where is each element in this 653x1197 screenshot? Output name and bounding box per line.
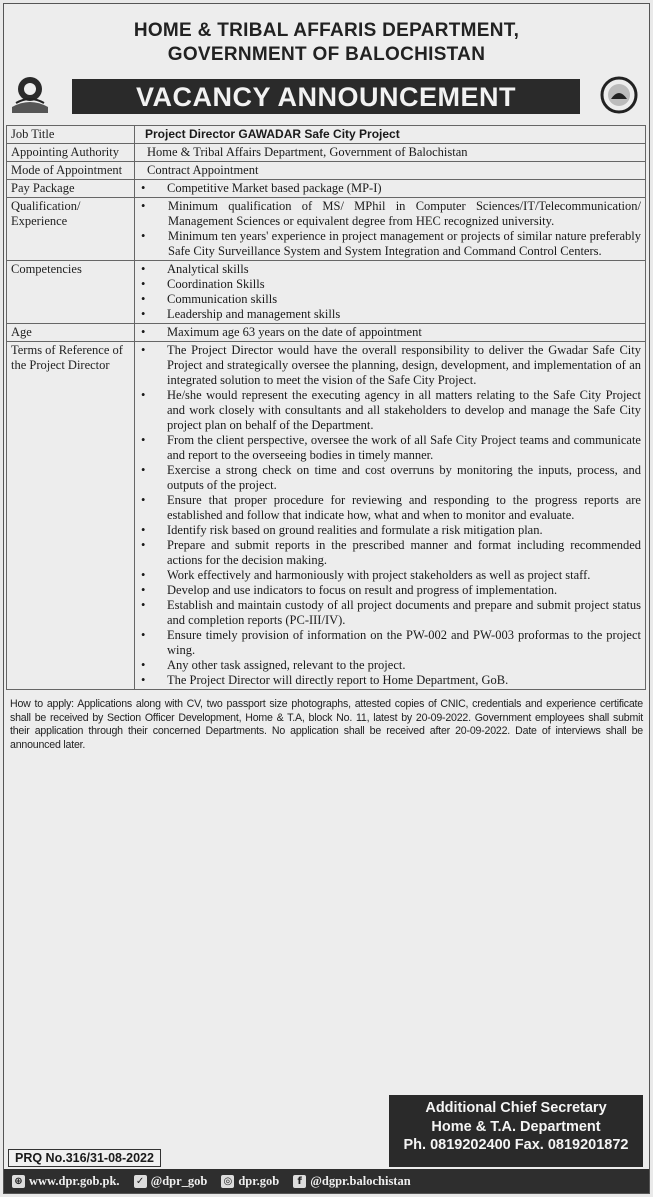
list-item: • Analytical skills [139, 262, 641, 277]
list-item: • Leadership and management skills [139, 307, 641, 322]
list-item: • Work effectively and harmoniously with project stakeholders as well as project staff. [139, 568, 641, 583]
list-item: • Ensure that proper procedure for reviewing and responding to the progress reports are established and follow that indicate how, what and when to monitor and evaluate. [139, 493, 641, 523]
tor-value [135, 342, 646, 690]
facebook-text: @dgpr.balochistan [310, 1173, 411, 1188]
age-list [139, 325, 641, 340]
list-item: • From the client perspective, oversee the work of all Safe City Project teams and communicate and report to the overseeing bodies in timely manner. [139, 433, 641, 463]
tor-label: Terms of Reference of the Project Director [7, 342, 135, 690]
table-row [7, 162, 646, 180]
signatory-department: Home & T.A. Department [431, 1118, 601, 1135]
mode-value: Contract Appointment [135, 162, 646, 180]
department-title: HOME & TRIBAL AFFARIS DEPARTMENT, [133, 20, 520, 41]
list-item: • Develop and use indicators to focus on result and progress of implementation. [139, 583, 641, 598]
list-item: • Minimum ten years' experience in project management or projects of similar nature preferably Safe City Surveillance System and System Integration and Command Control Centers. [139, 229, 641, 259]
how-to-apply-text: How to apply: Applications along with CV, two passport size photographs, attested copies of CNIC, credentials and experience certificate shall be received by Section Officer Development, Home & T.A, block No. 11, latest by 20-09-2022. Government employees shall submit their application through their concerned Departments. No application shall be received after 20-09-2022. Date of interviews shall be announced later. [10, 698, 643, 751]
banner-row [4, 73, 649, 121]
competencies-label: Competencies [7, 261, 135, 324]
pay-label: Pay Package [7, 180, 135, 198]
twitter-link[interactable] [134, 1174, 208, 1189]
list-item: • Identify risk based on ground realities and formulate a risk mitigation plan. [139, 523, 641, 538]
vacancy-banner: VACANCY ANNOUNCEMENT [72, 79, 580, 114]
tor-list [139, 343, 641, 688]
age-value [135, 324, 646, 342]
twitter-icon: ✓ [134, 1175, 147, 1188]
qualification-value [135, 198, 646, 261]
age-label: Age [7, 324, 135, 342]
job-title-value: Project Director GAWADAR Safe City Project [135, 126, 646, 144]
list-item: • Establish and maintain custody of all project documents and prepare and submit project status and completion reports (PC-III/IV). [139, 598, 641, 628]
competencies-value [135, 261, 646, 324]
instagram-link[interactable] [221, 1174, 279, 1189]
instagram-icon: ◎ [221, 1175, 234, 1188]
list-item: • Any other task assigned, relevant to the project. [139, 658, 641, 673]
table-row [7, 180, 646, 198]
list-item: • Minimum qualification of MS/ MPhil in Computer Sciences/IT/Telecommunication/ Management Sciences or equivalent degree from HEC recognized university. [139, 199, 641, 229]
list-item: • Maximum age 63 years on the date of appointment [139, 325, 641, 340]
list-item: • Competitive Market based package (MP-I) [139, 181, 641, 196]
list-item: • The Project Director would have the overall responsibility to deliver the Gwadar Safe City Project and strategically oversee the planning, design, development, and implementation of an integrated solution to meet the vision of the Safe City Project. [139, 343, 641, 388]
social-bar [4, 1169, 649, 1193]
website-text: www.dpr.gob.pk. [29, 1173, 120, 1188]
list-item: • The Project Director will directly report to Home Department, GoB. [139, 673, 641, 688]
instagram-text: dpr.gob [238, 1173, 280, 1188]
signature-block [389, 1095, 643, 1167]
website-link[interactable] [12, 1174, 120, 1189]
table-row [7, 324, 646, 342]
pay-value [135, 180, 646, 198]
table-row [7, 261, 646, 324]
mode-label: Mode of Appointment [7, 162, 135, 180]
competencies-list [139, 262, 641, 322]
emblem-right-icon [599, 73, 639, 117]
table-row [7, 342, 646, 690]
authority-value: Home & Tribal Affairs Department, Government of Balochistan [135, 144, 646, 162]
list-item: • Exercise a strong check on time and cost overruns by monitoring the inputs, process, and outputs of the project. [139, 463, 641, 493]
facebook-icon: f [293, 1175, 306, 1188]
vacancy-advertisement [3, 3, 650, 1194]
footer-zone [4, 1093, 649, 1168]
government-title: GOVERNMENT OF BALOCHISTAN [167, 44, 486, 65]
globe-icon: ⊕ [12, 1175, 25, 1188]
qualification-label: Qualification/ Experience [7, 198, 135, 261]
prq-number: PRQ No.316/31-08-2022 [8, 1149, 161, 1167]
facebook-link[interactable] [293, 1174, 410, 1189]
signatory-title: Additional Chief Secretary [425, 1100, 607, 1116]
list-item: • Communication skills [139, 292, 641, 307]
emblem-left-icon [8, 73, 52, 117]
authority-label: Appointing Authority [7, 144, 135, 162]
twitter-text: @dpr_gob [150, 1173, 208, 1188]
table-row [7, 198, 646, 261]
vacancy-details-table [6, 125, 646, 690]
list-item: • He/she would represent the executing agency in all matters relating to the Safe City Project and work closely with consultants and all stakeholders to develop and manage the Safe City project plan on behalf of the Department. [139, 388, 641, 433]
list-item: • Ensure timely provision of information on the PW-002 and PW-003 proformas to the project wing. [139, 628, 641, 658]
list-item: • Coordination Skills [139, 277, 641, 292]
pay-list [139, 181, 641, 196]
qualification-list [139, 199, 641, 259]
contact-numbers: Ph. 0819202400 Fax. 0819201872 [403, 1137, 629, 1153]
job-title-label: Job Title [7, 126, 135, 144]
table-row [7, 126, 646, 144]
table-row [7, 144, 646, 162]
list-item: • Prepare and submit reports in the prescribed manner and format including recommended actions for the decision making. [139, 538, 641, 568]
